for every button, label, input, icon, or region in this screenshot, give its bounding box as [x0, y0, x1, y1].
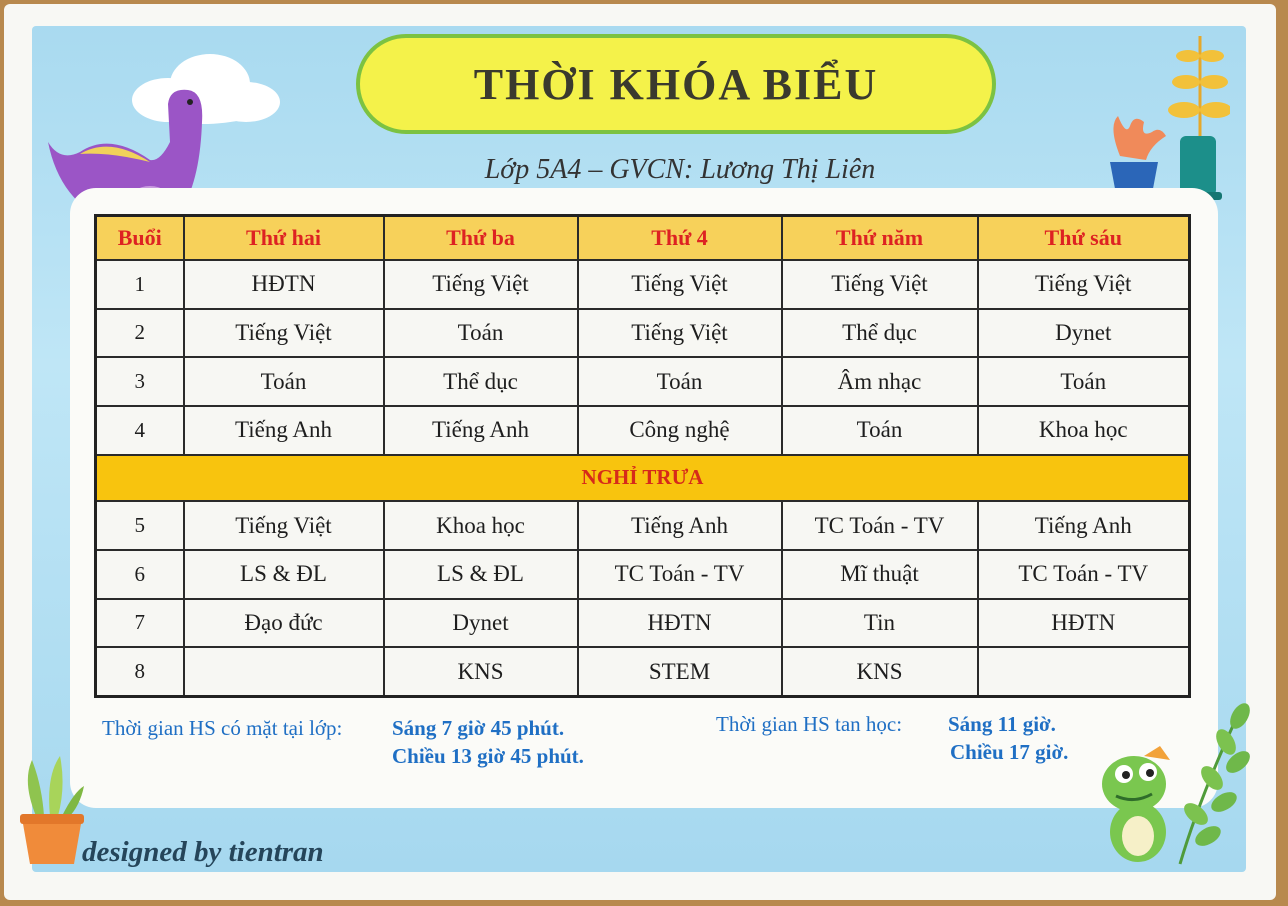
table-cell: Tiếng Anh	[578, 501, 782, 550]
table-cell: Công nghệ	[578, 406, 782, 455]
header-cell-wednesday: Thứ 4	[578, 216, 782, 261]
page-title: THỜI KHÓA BIỂU	[473, 59, 879, 109]
plant-vases-icon	[1100, 26, 1230, 204]
table-row	[96, 406, 1190, 455]
table-cell: TC Toán - TV	[782, 501, 978, 550]
class-subtitle: Lớp 5A4 – GVCN: Lương Thị Liên	[484, 154, 876, 185]
header-row	[96, 216, 1190, 261]
table-cell: Tiếng Anh	[978, 501, 1190, 550]
table-cell: Tiếng Anh	[184, 406, 384, 455]
leafy-branch-icon	[1160, 696, 1256, 866]
period-number: 8	[96, 647, 184, 696]
table-cell	[978, 647, 1190, 696]
table-cell: Khoa học	[978, 406, 1190, 455]
period-number: 1	[96, 260, 184, 309]
table-cell: Tiếng Việt	[578, 260, 782, 309]
header-cell-thursday: Thứ năm	[782, 216, 978, 261]
table-cell: LS & ĐL	[384, 550, 578, 599]
table-cell: Toán	[184, 357, 384, 406]
table-cell: Toán	[782, 406, 978, 455]
table-cell: Dynet	[978, 309, 1190, 358]
table-row	[96, 357, 1190, 406]
table-row	[96, 501, 1190, 550]
table-cell: Tiếng Anh	[384, 406, 578, 455]
table-row	[96, 599, 1190, 648]
table-cell: Tiếng Việt	[184, 501, 384, 550]
period-number: 6	[96, 550, 184, 599]
header-cell-monday: Thứ hai	[184, 216, 384, 261]
dismissal-afternoon: Chiều 17 giờ.	[950, 740, 1069, 764]
table-cell: Thể dục	[384, 357, 578, 406]
table-cell: Tiếng Việt	[384, 260, 578, 309]
header-cell-tuesday: Thứ ba	[384, 216, 578, 261]
table-cell: TC Toán - TV	[578, 550, 782, 599]
table-cell: TC Toán - TV	[978, 550, 1190, 599]
period-number: 7	[96, 599, 184, 648]
table-cell: Tiếng Việt	[184, 309, 384, 358]
period-number: 2	[96, 309, 184, 358]
table-row	[96, 309, 1190, 358]
designer-credit: designed by tientran	[82, 836, 324, 868]
period-number: 3	[96, 357, 184, 406]
timetable	[94, 214, 1191, 698]
arrival-label: Thời gian HS có mặt tại lớp:	[102, 716, 343, 740]
table-cell: Mĩ thuật	[782, 550, 978, 599]
table-cell: Dynet	[384, 599, 578, 648]
table-cell: Tiếng Việt	[782, 260, 978, 309]
period-number: 5	[96, 501, 184, 550]
lunch-break-row	[96, 455, 1190, 502]
table-cell: Khoa học	[384, 501, 578, 550]
table-cell: Tin	[782, 599, 978, 648]
table-row	[96, 550, 1190, 599]
table-cell: Đạo đức	[184, 599, 384, 648]
header-cell-session: Buổi	[96, 216, 184, 261]
arrival-afternoon: Chiều 13 giờ 45 phút.	[392, 744, 584, 768]
table-cell: STEM	[578, 647, 782, 696]
table-row	[96, 647, 1190, 696]
arrival-morning: Sáng 7 giờ 45 phút.	[392, 716, 565, 740]
table-cell: Toán	[384, 309, 578, 358]
period-number: 4	[96, 406, 184, 455]
lunch-break-label: NGHỈ TRƯA	[96, 455, 1190, 502]
table-cell: Tiếng Việt	[978, 260, 1190, 309]
table-cell: Thể dục	[782, 309, 978, 358]
table-cell: HĐTN	[978, 599, 1190, 648]
title-banner	[356, 34, 996, 134]
table-cell	[184, 647, 384, 696]
table-row	[96, 260, 1190, 309]
table-cell: KNS	[384, 647, 578, 696]
potted-plant-icon	[16, 752, 88, 870]
table-cell: Toán	[978, 357, 1190, 406]
table-cell: HĐTN	[578, 599, 782, 648]
table-cell: Tiếng Việt	[578, 309, 782, 358]
dismissal-morning: Sáng 11 giờ.	[948, 712, 1056, 736]
table-cell: HĐTN	[184, 260, 384, 309]
table-cell: LS & ĐL	[184, 550, 384, 599]
table-cell: KNS	[782, 647, 978, 696]
table-cell: Toán	[578, 357, 782, 406]
dismissal-label: Thời gian HS tan học:	[716, 712, 903, 736]
header-cell-friday: Thứ sáu	[978, 216, 1190, 261]
table-cell: Âm nhạc	[782, 357, 978, 406]
